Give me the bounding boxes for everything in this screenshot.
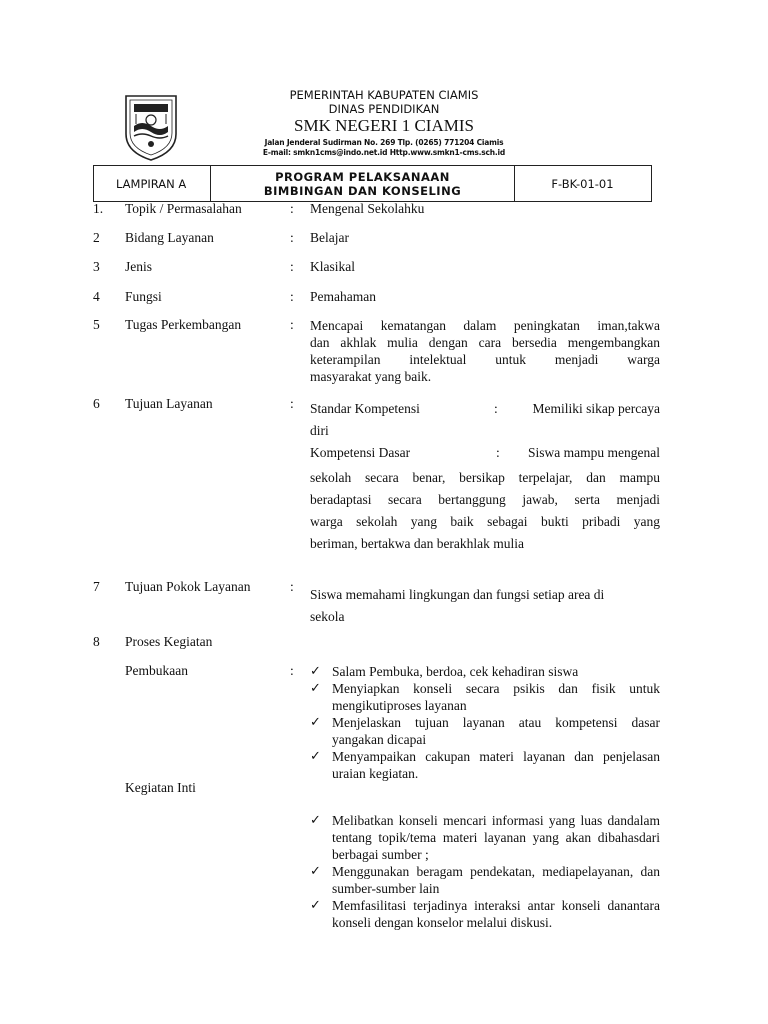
- row-colon: :: [290, 317, 294, 332]
- core-activity-label: Kegiatan Inti: [125, 780, 196, 795]
- checkmark-icon: ✓: [310, 898, 321, 913]
- row-number: 8: [93, 634, 100, 649]
- development-task-text: [310, 317, 660, 385]
- text-line: Siswa memahami lingkungan dan fungsi setiap area di: [310, 587, 605, 602]
- row-label: Tugas Perkembangan: [125, 317, 242, 332]
- lampiran-cell: LAMPIRAN A: [94, 166, 211, 201]
- text-line: dan akhlak mulia dengan cara bersedia mengembangkan: [310, 335, 660, 350]
- header-school-name: SMK NEGERI 1 CIAMIS: [294, 116, 474, 135]
- basic-competency-label: Kompetensi Dasar: [310, 445, 411, 460]
- competency-standard-value: Memiliki sikap percaya: [532, 401, 660, 416]
- header-contact: E-mail: smkn1cms@indo.net.id Http.www.smkn1-cms.sch.id: [262, 148, 506, 157]
- list-item-text: Salam Pembuka, berdoa, cek kehadiran siswa: [332, 664, 579, 679]
- row-label: Topik / Permasalahan: [125, 201, 242, 216]
- text-line: beradaptasi secara bertanggung jawab, serta menjadi: [310, 492, 660, 507]
- opening-activity-list: [310, 663, 660, 782]
- row-label: Tujuan Pokok Layanan: [125, 579, 251, 594]
- competency-standard-continued: diri: [310, 423, 329, 438]
- header-department: DINAS PENDIDIKAN: [328, 102, 440, 116]
- row-number: 4: [93, 289, 100, 304]
- text-line: beriman, bertakwa dan berakhlak mulia: [310, 536, 525, 551]
- row-colon: :: [290, 201, 294, 216]
- list-item: [310, 748, 660, 782]
- document-info-table: [93, 165, 652, 202]
- header-government: PEMERINTAH KABUPATEN CIAMIS: [289, 88, 479, 102]
- text-line: keterampilan intelektual untuk menjadi warga: [310, 352, 660, 367]
- row-number: 1.: [93, 201, 104, 216]
- list-item-text: Menyiapkan konseli secara psikis dan fisik untuk mengikutiproses layanan: [332, 681, 660, 713]
- competency-standard-label: Standar Kompetensi: [310, 401, 420, 416]
- row-value: Pemahaman: [310, 289, 376, 304]
- opening-label: Pembukaan: [125, 663, 188, 678]
- list-item: [310, 714, 660, 748]
- service-goal-text: [310, 584, 604, 628]
- row-number: 6: [93, 396, 100, 411]
- core-activity-list: [310, 812, 660, 931]
- program-title-line2: BIMBINGAN DAN KONSELING: [263, 183, 462, 198]
- row-number: 2: [93, 230, 100, 245]
- row-colon: :: [290, 289, 294, 304]
- list-item-text: Melibatkan konseli mencari informasi yang luas dandalam tentang topik/tema materi layanan yang akan dibahasdari berbagai sumber ;: [332, 813, 660, 862]
- list-item: [310, 897, 660, 931]
- list-item: [310, 812, 660, 863]
- header-address: Jalan Jenderal Sudirman No. 269 Tlp. (0265) 771204 Ciamis: [264, 138, 504, 147]
- row-colon: :: [290, 396, 294, 411]
- row-number: 7: [93, 579, 100, 594]
- row-value: Mengenal Sekolahku: [310, 201, 425, 216]
- row-label: Tujuan Layanan: [125, 396, 213, 411]
- list-item: [310, 663, 660, 680]
- row-label: Jenis: [125, 259, 152, 274]
- text-line: masyarakat yang baik.: [310, 369, 432, 384]
- competency-standard-colon: :: [494, 401, 498, 416]
- text-line: sekola: [310, 609, 345, 624]
- row-label: Bidang Layanan: [125, 230, 214, 245]
- checkmark-icon: ✓: [310, 749, 321, 764]
- text-line: sekolah secara benar, bersikap terpelajar, dan mampu: [310, 470, 660, 485]
- list-item-text: Menjelaskan tujuan layanan atau kompetensi dasar yangakan dicapai: [332, 715, 660, 747]
- program-title-line1: PROGRAM PELAKSANAAN: [275, 169, 450, 184]
- row-label: Fungsi: [125, 289, 162, 304]
- list-item-text: Menggunakan beragam pendekatan, mediapelayanan, dan sumber-sumber lain: [332, 864, 660, 896]
- checkmark-icon: ✓: [310, 681, 321, 696]
- list-item-text: Memfasilitasi terjadinya interaksi antar konseli danantara konseli dengan konselor melalui diskusi.: [332, 898, 660, 930]
- text-line: Mencapai kematangan dalam peningkatan iman,takwa: [310, 318, 660, 333]
- form-code-cell: F-BK-01-01: [551, 176, 614, 191]
- checkmark-icon: ✓: [310, 715, 321, 730]
- row-value: Belajar: [310, 230, 349, 245]
- row-colon: :: [290, 230, 294, 245]
- list-item-text: Menyampaikan cakupan materi layanan dan penjelasan uraian kegiatan.: [332, 749, 660, 781]
- text-line: warga sekolah yang baik sebagai bukti pribadi yang: [310, 514, 660, 529]
- row-number: 3: [93, 259, 100, 274]
- list-item: [310, 863, 660, 897]
- basic-competency-colon: :: [496, 445, 500, 460]
- checkmark-icon: ✓: [310, 864, 321, 879]
- row-value: Klasikal: [310, 259, 355, 274]
- row-label: Proses Kegiatan: [125, 634, 213, 649]
- basic-competency-text: [310, 467, 660, 555]
- row-number: 5: [93, 317, 100, 332]
- checkmark-icon: ✓: [310, 664, 321, 679]
- checkmark-icon: ✓: [310, 813, 321, 828]
- program-cell: [211, 166, 515, 201]
- list-item: [310, 680, 660, 714]
- row-colon: :: [290, 579, 294, 594]
- basic-competency-value: Siswa mampu mengenal: [528, 445, 660, 460]
- row-colon: :: [290, 259, 294, 274]
- opening-colon: :: [290, 663, 294, 678]
